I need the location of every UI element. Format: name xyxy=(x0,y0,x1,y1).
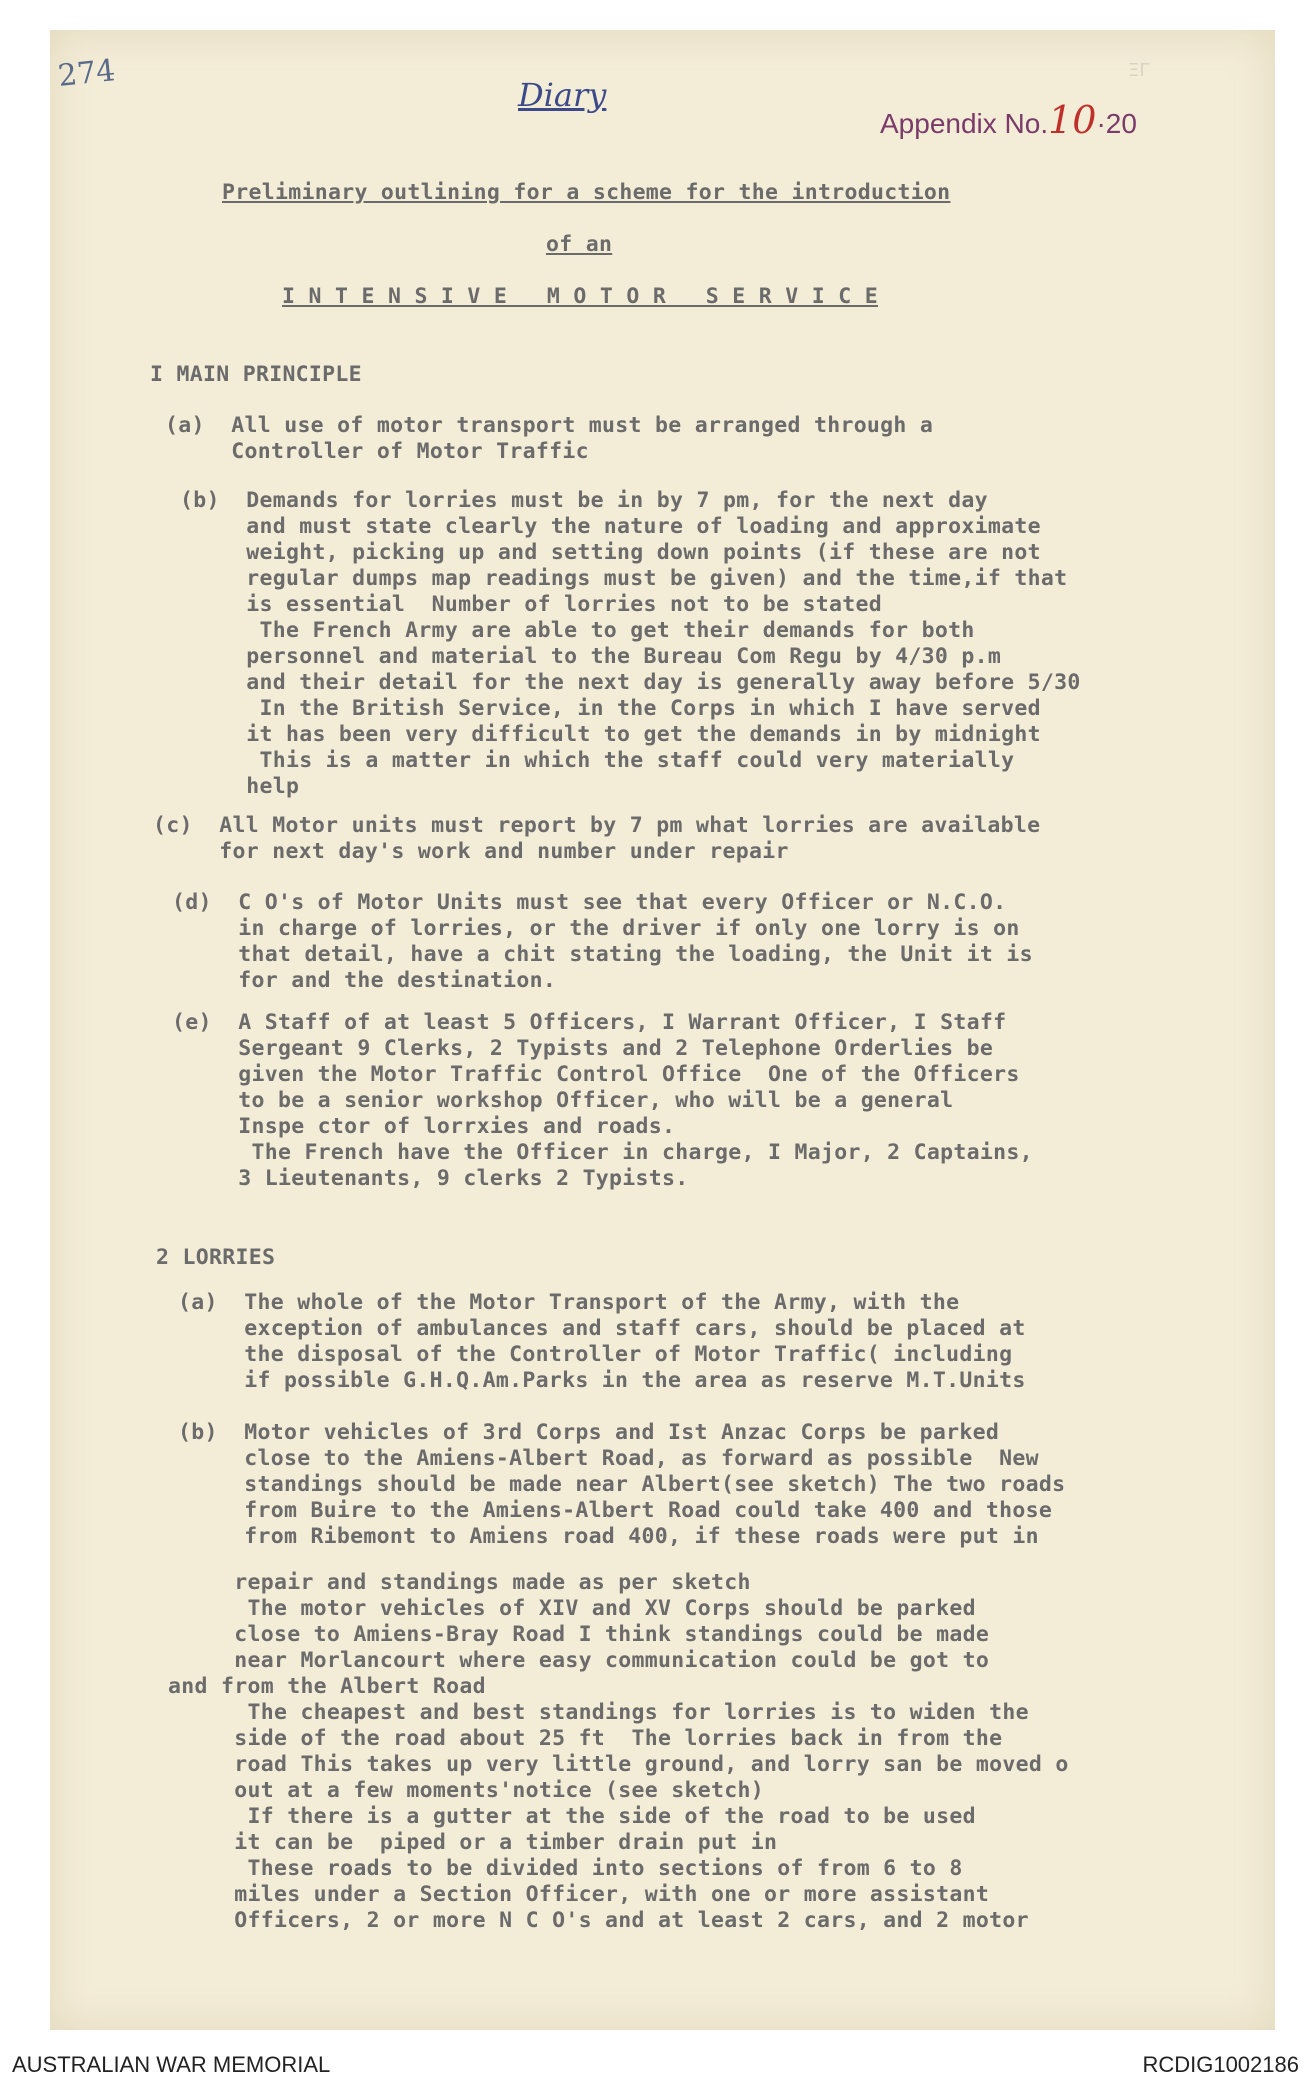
section-1-e-line: The French have the Officer in charge, I Major, 2 Captains, xyxy=(172,1140,1033,1165)
section-1-b-line: personnel and material to the Bureau Com Regu by 4/30 p.m xyxy=(180,644,1002,669)
section-1-a-line: (a) All use of motor transport must be arranged through a xyxy=(165,413,934,438)
section-2-item-b xyxy=(178,1420,1065,1550)
section-1-d-line: (d) C O's of Motor Units must see that every Officer or N.C.O. xyxy=(172,890,1007,915)
section-2-continuation-line: Officers, 2 or more N C O's and at least 2 cars, and 2 motor xyxy=(168,1908,1029,1933)
section-2-item-a xyxy=(178,1290,1026,1394)
section-2-continuation-line: side of the road about 25 ft The lorries back in from the xyxy=(168,1726,1003,1751)
section-1-b-line: In the British Service, in the Corps in which I have served xyxy=(180,696,1041,721)
section-2-continuation-line: The motor vehicles of XIV and XV Corps should be parked xyxy=(168,1596,976,1621)
section-2-continuation-line: The cheapest and best standings for lorries is to widen the xyxy=(168,1700,1029,1725)
section-2-a-line: if possible G.H.Q.Am.Parks in the area as reserve M.T.Units xyxy=(178,1368,1026,1393)
section-1-d-line: for and the destination. xyxy=(172,968,557,993)
section-1-b-line: This is a matter in which the staff could very materially xyxy=(180,748,1015,773)
section-1-c-line: (c) All Motor units must report by 7 pm what lorries are available xyxy=(153,813,1041,838)
section-1-b-line: (b) Demands for lorries must be in by 7 pm, for the next day xyxy=(180,488,988,513)
title-line-3: I N T E N S I V E M O T O R S E R V I C E xyxy=(282,284,878,309)
footer-bar xyxy=(0,2046,1311,2082)
section-1-b-line: The French Army are able to get their demands for both xyxy=(180,618,975,643)
section-1-b-line: and must state clearly the nature of loading and approximate xyxy=(180,514,1041,539)
title-line-1: Preliminary outlining for a scheme for the introduction xyxy=(222,180,951,205)
section-1-b-line: help xyxy=(180,774,300,799)
section-2-a-line: the disposal of the Controller of Motor Traffic( including xyxy=(178,1342,1013,1367)
section-1-d-line: that detail, have a chit stating the loading, the Unit it is xyxy=(172,942,1033,967)
appendix-suffix: ·20 xyxy=(1096,108,1137,139)
section-1-b-line: and their detail for the next day is generally away before 5/30 xyxy=(180,670,1081,695)
section-2-a-line: (a) The whole of the Motor Transport of the Army, with the xyxy=(178,1290,960,1315)
section-1-heading: I MAIN PRINCIPLE xyxy=(150,362,362,387)
section-2-b-line: close to the Amiens-Albert Road, as forward as possible New xyxy=(178,1446,1039,1471)
section-2-continuation-line: close to Amiens-Bray Road I think standings could be made xyxy=(168,1622,990,1647)
archive-id: RCDIG1002186 xyxy=(1142,2052,1299,2077)
section-1-item-e xyxy=(172,1010,1033,1192)
section-2-b-line: (b) Motor vehicles of 3rd Corps and Ist Anzac Corps be parked xyxy=(178,1420,1000,1445)
section-1-item-b xyxy=(180,488,1081,800)
section-2-continuation-line: repair and standings made as per sketch xyxy=(168,1570,751,1595)
section-2-b-line: standings should be made near Albert(see sketch) The two roads xyxy=(178,1472,1066,1497)
corner-mark: ΞΓ xyxy=(1128,60,1150,81)
section-2-b-line: from Ribemont to Amiens road 400, if these roads were put in xyxy=(178,1524,1039,1549)
section-1-item-c xyxy=(153,813,1040,865)
section-2-continuation-line: it can be piped or a timber drain put in xyxy=(168,1830,778,1855)
section-1-b-line: weight, picking up and setting down points (if these are not xyxy=(180,540,1041,565)
section-2-a-line: exception of ambulances and staff cars, should be placed at xyxy=(178,1316,1026,1341)
section-1-e-line: 3 Lieutenants, 9 clerks 2 Typists. xyxy=(172,1166,689,1191)
appendix-stamp xyxy=(880,98,1137,142)
section-1-b-line: is essential Number of lorries not to be stated xyxy=(180,592,882,617)
section-1-b-line: it has been very difficult to get the demands in by midnight xyxy=(180,722,1041,747)
section-2-continuation-line: miles under a Section Officer, with one or more assistant xyxy=(168,1882,990,1907)
section-1-d-line: in charge of lorries, or the driver if only one lorry is on xyxy=(172,916,1020,941)
section-1-e-line: Sergeant 9 Clerks, 2 Typists and 2 Telephone Orderlies be xyxy=(172,1036,994,1061)
section-1-item-d xyxy=(172,890,1033,994)
section-1-c-line: for next day's work and number under repair xyxy=(153,839,789,864)
section-2-continuation-line: and from the Albert Road xyxy=(168,1674,486,1699)
appendix-number: 10 xyxy=(1048,98,1097,142)
section-1-b-line: regular dumps map readings must be given) and the time,if that xyxy=(180,566,1068,591)
section-2-continuation-line: If there is a gutter at the side of the road to be used xyxy=(168,1804,976,1829)
section-1-item-a xyxy=(165,413,933,465)
section-1-e-line: to be a senior workshop Officer, who will be a general xyxy=(172,1088,954,1113)
archive-name: AUSTRALIAN WAR MEMORIAL xyxy=(12,2052,331,2077)
folio-number: 274 xyxy=(56,53,117,94)
section-1-e-line: Inspe ctor of lorrxies and roads. xyxy=(172,1114,676,1139)
section-2-heading: 2 LORRIES xyxy=(156,1245,276,1270)
section-1-e-line: (e) A Staff of at least 5 Officers, I Warrant Officer, I Staff xyxy=(172,1010,1007,1035)
section-2-b-line: from Buire to the Amiens-Albert Road could take 400 and those xyxy=(178,1498,1053,1523)
title-line-2: of an xyxy=(546,232,613,257)
section-1-e-line: given the Motor Traffic Control Office One of the Officers xyxy=(172,1062,1020,1087)
section-2-continuation xyxy=(168,1570,1069,1934)
section-1-a-line: Controller of Motor Traffic xyxy=(165,439,589,464)
appendix-prefix: Appendix No. xyxy=(880,108,1049,139)
section-2-continuation-line: out at a few moments'notice (see sketch) xyxy=(168,1778,764,1803)
section-2-continuation-line: road This takes up very little ground, and lorry san be moved o xyxy=(168,1752,1069,1777)
section-2-continuation-line: near Morlancourt where easy communication could be got to xyxy=(168,1648,990,1673)
diary-annotation: Diary xyxy=(518,76,607,114)
section-2-continuation-line: These roads to be divided into sections of from 6 to 8 xyxy=(168,1856,963,1881)
